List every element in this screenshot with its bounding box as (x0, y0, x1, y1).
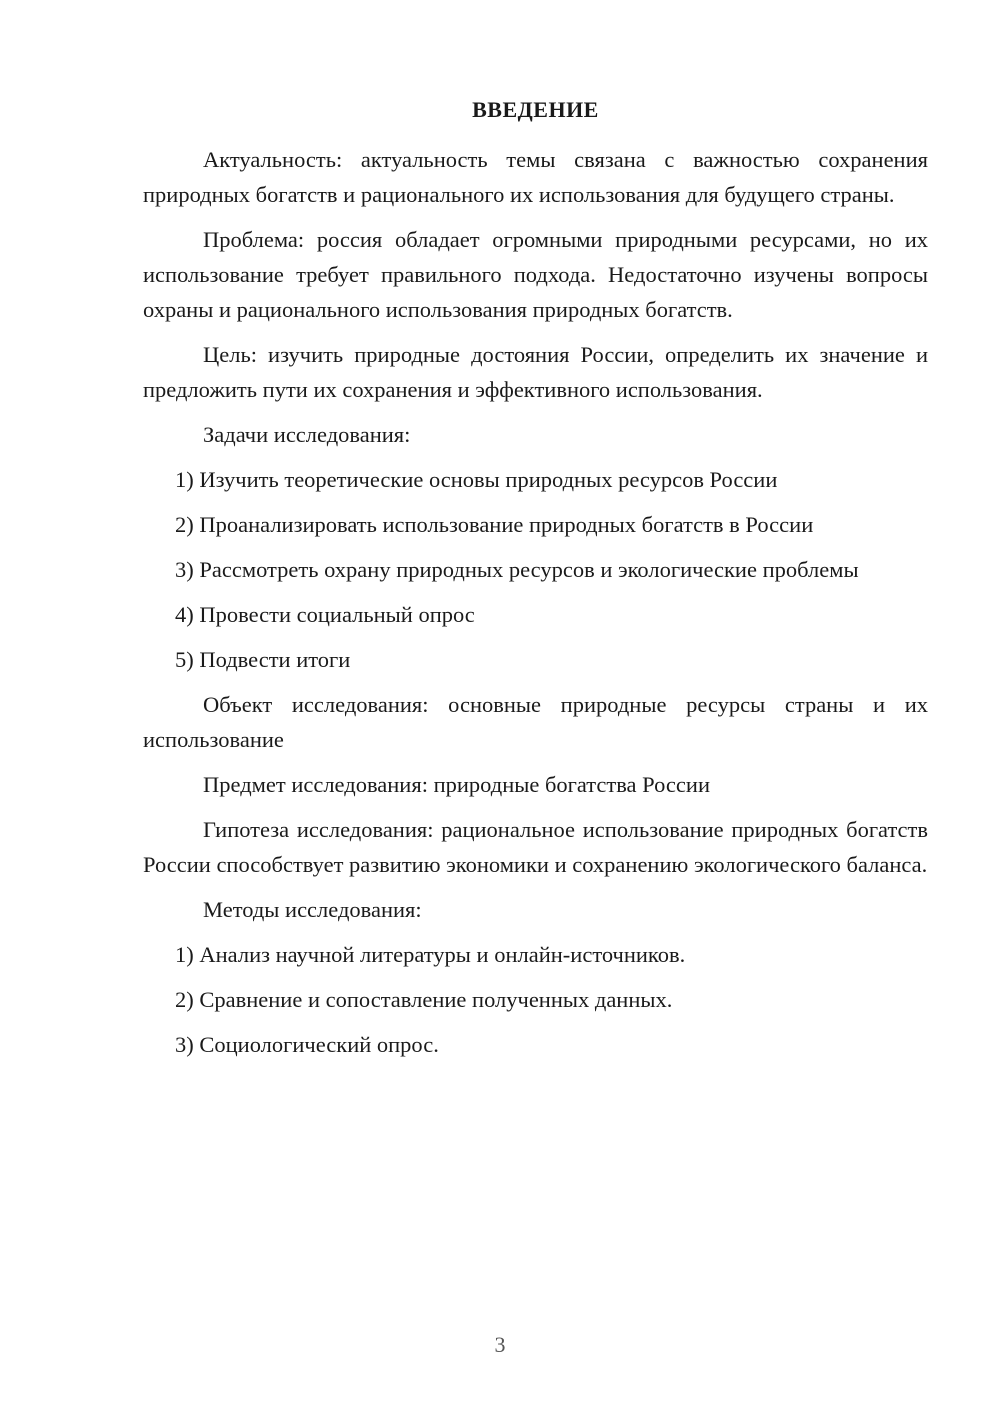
list-item-method-3: 3) Социологический опрос. (175, 1032, 439, 1057)
paragraph-relevance: Актуальность: актуальность темы связана с важностью сохранения природных богатств и рационального их использования для будущего страны. (143, 147, 928, 207)
list-item-task-1: 1) Изучить теоретические основы природных ресурсов России (175, 467, 778, 492)
page-number: 3 (494, 1332, 506, 1357)
list-item-method-2: 2) Сравнение и сопоставление полученных данных. (175, 987, 673, 1012)
paragraph-goal: Цель: изучить природные достояния России, определить их значение и предложить пути их сохранения и эффективного использования. (143, 342, 928, 402)
list-item-task-3: 3) Рассмотреть охрану природных ресурсов и экологические проблемы (175, 557, 859, 582)
list-item-method-1: 1) Анализ научной литературы и онлайн-источников. (175, 942, 686, 967)
paragraph-problem: Проблема: россия обладает огромными природными ресурсами, но их использование требует правильного подхода. Недостаточно изучены вопросы охраны и рационального использования природных богатств. (143, 227, 928, 322)
tasks-heading: Задачи исследования: (203, 422, 411, 447)
list-item-task-2: 2) Проанализировать использование природных богатств в России (175, 512, 814, 537)
list-item-task-5: 5) Подвести итоги (175, 647, 351, 672)
introduction-body (143, 142, 928, 1072)
methods-list (143, 937, 928, 1062)
methods-heading: Методы исследования: (203, 897, 422, 922)
paragraph-object: Объект исследования: основные природные ресурсы страны и их использование (143, 692, 928, 752)
paragraph-subject: Предмет исследования: природные богатства России (203, 772, 710, 797)
paragraph-hypothesis: Гипотеза исследования: рациональное использование природных богатств России способствует развитию экономики и сохранению экологического баланса. (143, 817, 928, 877)
tasks-list (143, 462, 928, 677)
page-title: ВВЕДЕНИЕ (472, 97, 599, 122)
list-item-task-4: 4) Провести социальный опрос (175, 602, 475, 627)
